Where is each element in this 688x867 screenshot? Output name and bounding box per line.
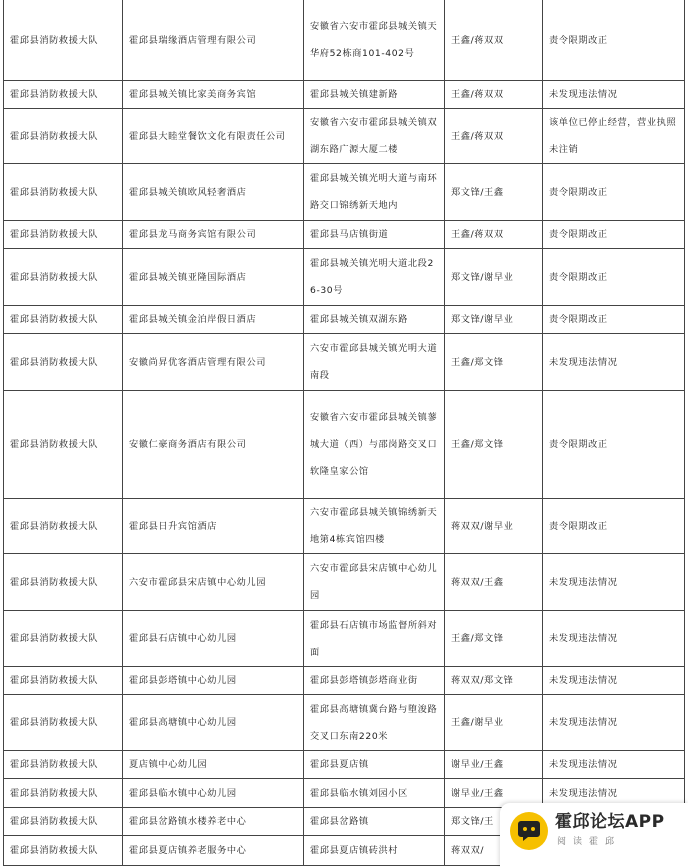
cell-unit: 霍邱县消防救援大队: [4, 611, 123, 667]
cell-address: 霍邱县城关镇建新路: [304, 81, 445, 109]
cell-result: 责令限期改正: [543, 0, 685, 81]
cell-inspectors: 郑文锋/王鑫: [445, 164, 543, 221]
cell-result: 责令限期改正: [543, 391, 685, 499]
cell-address: 霍邱县彭塔镇彭塔商业街: [304, 667, 445, 695]
cell-inspectors: 王鑫/郑文锋: [445, 611, 543, 667]
cell-name: 霍邱县日升宾馆酒店: [123, 499, 304, 554]
cell-address: 霍邱县岔路镇: [304, 808, 445, 836]
cell-address: 霍邱县石店镇市场监督所斜对面: [304, 611, 445, 667]
cell-address: 安徽省六安市霍邱县城关镇双湖东路广源大厦二楼: [304, 109, 445, 164]
cell-result: 责令限期改正: [543, 306, 685, 334]
cell-unit: 霍邱县消防救援大队: [4, 0, 123, 81]
cell-unit: 霍邱县消防救援大队: [4, 751, 123, 779]
inspection-table: [3, 0, 685, 866]
cell-inspectors: 郑文锋/王: [445, 808, 543, 836]
cell-unit: 霍邱县消防救援大队: [4, 779, 123, 808]
cell-address: 霍邱县高塘镇冀台路与堕浚路交叉口东南220米: [304, 695, 445, 751]
cell-inspectors: 蒋双双/郑文锋: [445, 667, 543, 695]
cell-unit: 霍邱县消防救援大队: [4, 334, 123, 391]
cell-result: 责令限期改正: [543, 221, 685, 249]
cell-result: 责令限期改正: [543, 164, 685, 221]
cell-name: 霍邱县石店镇中心幼儿园: [123, 611, 304, 667]
cell-inspectors: 蒋双双/: [445, 836, 543, 866]
cell-result: 责令限期改正: [543, 249, 685, 306]
cell-unit: 霍邱县消防救援大队: [4, 695, 123, 751]
cell-inspectors: 王鑫/蒋双双: [445, 109, 543, 164]
cell-unit: 霍邱县消防救援大队: [4, 499, 123, 554]
cell-name: 霍邱县城关镇欧风轻奢酒店: [123, 164, 304, 221]
table-row: [4, 695, 685, 751]
cell-unit: 霍邱县消防救援大队: [4, 667, 123, 695]
cell-inspectors: 郑文锋/谢早业: [445, 249, 543, 306]
cell-inspectors: 王鑫/郑文锋: [445, 391, 543, 499]
cell-name: 安徽仁豪商务酒店有限公司: [123, 391, 304, 499]
cell-inspectors: 谢早业/王鑫: [445, 751, 543, 779]
table-body: [4, 0, 685, 866]
table-row: [4, 164, 685, 221]
cell-address: 霍邱县临水镇刘园小区: [304, 779, 445, 808]
cell-address: 霍邱县城关镇光明大道与南环路交口锦绣新天地内: [304, 164, 445, 221]
cell-name: 霍邱县瑞缘酒店管理有限公司: [123, 0, 304, 81]
cell-inspectors: 蒋双双/王鑫: [445, 554, 543, 611]
table-row: [4, 667, 685, 695]
app-badge-subtitle: 阅读霍邱: [557, 837, 622, 847]
app-badge[interactable]: [500, 803, 688, 867]
table-row: [4, 554, 685, 611]
cell-inspectors: 王鑫/蒋双双: [445, 81, 543, 109]
cell-address: 霍邱县马店镇街道: [304, 221, 445, 249]
cell-address: 霍邱县夏店镇: [304, 751, 445, 779]
cell-name: 霍邱县岔路镇水楼养老中心: [123, 808, 304, 836]
cell-name: 霍邱县城关镇亚隆国际酒店: [123, 249, 304, 306]
cell-result: 未发现违法情况: [543, 554, 685, 611]
cell-inspectors: 王鑫/郑文锋: [445, 334, 543, 391]
cell-result: 未发现违法情况: [543, 81, 685, 109]
cell-result: 未发现违法情况: [543, 611, 685, 667]
cell-address: 霍邱县城关镇光明大道北段26-30号: [304, 249, 445, 306]
cell-result: 责令限期改正: [543, 499, 685, 554]
app-badge-title: 霍邱论坛APP: [555, 812, 665, 832]
table-row: [4, 391, 685, 499]
cell-result: 未发现违法情况: [543, 667, 685, 695]
cell-name: 霍邱县高塘镇中心幼儿园: [123, 695, 304, 751]
cell-name: 霍邱县彭塔镇中心幼儿园: [123, 667, 304, 695]
cell-name: 霍邱县城关镇比家美商务宾馆: [123, 81, 304, 109]
table-row: [4, 0, 685, 81]
cell-inspectors: 王鑫/蒋双双: [445, 0, 543, 81]
cell-result: 未发现违法情况: [543, 334, 685, 391]
cell-address: 六安市霍邱县城关镇锦绣新天地第4栋宾馆四楼: [304, 499, 445, 554]
cell-name: 霍邱县城关镇金泊岸假日酒店: [123, 306, 304, 334]
cell-unit: 霍邱县消防救援大队: [4, 391, 123, 499]
cell-name: 霍邱县夏店镇养老服务中心: [123, 836, 304, 866]
table-row: [4, 221, 685, 249]
cell-inspectors: 谢早业/王鑫: [445, 779, 543, 808]
cell-address: 安徽省六安市霍邱县城关镇蓼城大道（西）与邵岗路交叉口软隆皇家公馆: [304, 391, 445, 499]
cell-name: 安徽尚昇优客酒店管理有限公司: [123, 334, 304, 391]
table-row: [4, 306, 685, 334]
cell-name: 霍邱县大睦堂餐饮文化有限责任公司: [123, 109, 304, 164]
cell-unit: 霍邱县消防救援大队: [4, 306, 123, 334]
cell-address: 六安市霍邱县宋店镇中心幼儿园: [304, 554, 445, 611]
table-row: [4, 499, 685, 554]
cell-name: 夏店镇中心幼儿园: [123, 751, 304, 779]
table-row: [4, 81, 685, 109]
cell-unit: 霍邱县消防救援大队: [4, 554, 123, 611]
cell-unit: 霍邱县消防救援大队: [4, 109, 123, 164]
cell-address: 六安市霍邱县城关镇光明大道南段: [304, 334, 445, 391]
cell-unit: 霍邱县消防救援大队: [4, 808, 123, 836]
cell-inspectors: 王鑫/蒋双双: [445, 221, 543, 249]
cell-unit: 霍邱县消防救援大队: [4, 221, 123, 249]
table-row: [4, 611, 685, 667]
cell-name: 霍邱县临水镇中心幼儿园: [123, 779, 304, 808]
chat-bubble-icon: [510, 812, 548, 850]
cell-unit: 霍邱县消防救援大队: [4, 836, 123, 866]
table-row: [4, 109, 685, 164]
table-row: [4, 249, 685, 306]
cell-address: 安徽省六安市霍邱县城关镇天华府52栋商101-402号: [304, 0, 445, 81]
cell-result: 未发现违法情况: [543, 695, 685, 751]
cell-inspectors: 王鑫/谢早业: [445, 695, 543, 751]
cell-result: 未发现违法情况: [543, 779, 685, 808]
cell-result: 未发现违法情况: [543, 751, 685, 779]
cell-address: 霍邱县城关镇双湖东路: [304, 306, 445, 334]
cell-name: 霍邱县龙马商务宾馆有限公司: [123, 221, 304, 249]
table-row: [4, 751, 685, 779]
cell-address: 霍邱县夏店镇砖洪村: [304, 836, 445, 866]
cell-result: 该单位已停止经营，营业执照未注销: [543, 109, 685, 164]
cell-unit: 霍邱县消防救援大队: [4, 249, 123, 306]
cell-name: 六安市霍邱县宋店镇中心幼儿园: [123, 554, 304, 611]
cell-inspectors: 蒋双双/谢早业: [445, 499, 543, 554]
table-row: [4, 334, 685, 391]
cell-unit: 霍邱县消防救援大队: [4, 164, 123, 221]
cell-unit: 霍邱县消防救援大队: [4, 81, 123, 109]
cell-inspectors: 郑文锋/谢早业: [445, 306, 543, 334]
